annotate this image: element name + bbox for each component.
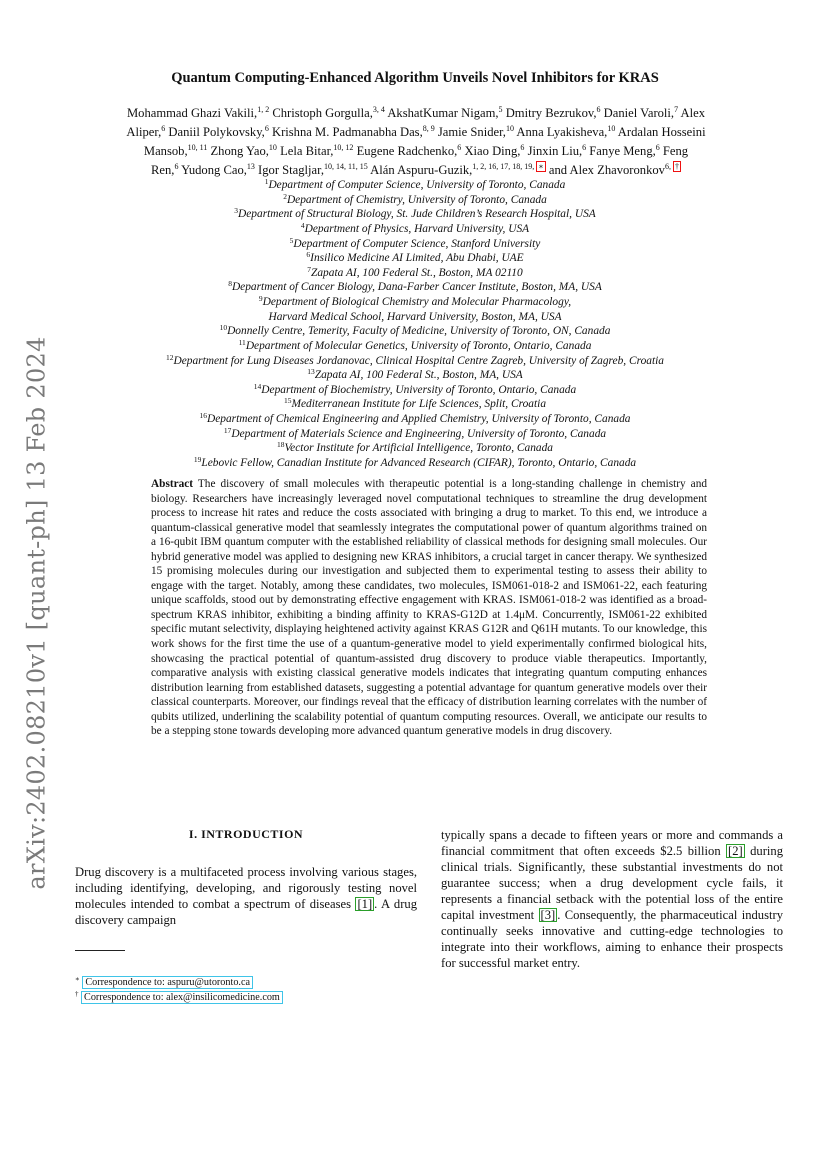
author-affiliation-marks: 3, 4	[372, 105, 385, 114]
author-name: Christoph Gorgulla,	[269, 106, 373, 120]
author-name: Krishna M. Padmanabha Das,	[268, 125, 423, 139]
affiliation-number: 2	[283, 191, 287, 201]
affiliation-text: Vector Institute for Artificial Intelligence, Toronto, Canada	[284, 442, 553, 455]
author-line	[74, 142, 758, 161]
author-name: Mohammad Ghazi Vakili,	[126, 106, 258, 120]
affiliation-item	[90, 354, 740, 369]
affiliation-number: 3	[234, 206, 239, 216]
affiliation-text: Department of Computer Science, Stanford University	[293, 237, 541, 250]
intro-right-text-1: typically spans a decade to fifteen years or more and commands a financial commitment that often exceeds $2.5 billion	[441, 828, 783, 858]
author-affiliation-marks: 10, 14, 11, 15	[323, 162, 368, 171]
affiliation-item	[90, 251, 740, 266]
affiliation-item	[90, 178, 740, 193]
author-affiliation-marks: 6	[582, 143, 587, 152]
author-affiliation-marks: 6	[174, 162, 179, 171]
affiliation-text: Lebovic Fellow, Canadian Institute for Advanced Research (CIFAR), Toronto, Ontario, Canada	[201, 456, 637, 469]
footnotes	[75, 975, 417, 1005]
affiliation-item	[90, 368, 740, 383]
author-name: Alex	[678, 106, 706, 120]
intro-left-text: Drug discovery is a multifaceted process involving various stages, including identifying, developing, and rigorously testing novel molecules intended to combat a spectrum of diseases	[75, 865, 417, 911]
affiliation-text: Department of Physics, Harvard University, USA	[304, 222, 530, 235]
affiliation-item	[90, 310, 740, 325]
affiliation-text: Department of Biological Chemistry and Molecular Pharmacology,	[262, 296, 572, 308]
author-name: Igor Stagljar,	[254, 163, 324, 177]
intro-right-column	[441, 827, 783, 971]
affiliation-item	[90, 266, 740, 281]
affiliation-text: Department of Cancer Biology, Dana-Farber Cancer Institute, Boston, MA, USA	[231, 281, 602, 294]
footnote-rule	[75, 950, 125, 951]
affiliation-number: 15	[283, 396, 292, 406]
author-name: Aliper,	[126, 125, 162, 139]
affiliation-item	[90, 456, 740, 471]
affiliation-number: 8	[228, 279, 232, 289]
citation-link[interactable]: [1]	[357, 897, 373, 911]
footnote	[75, 990, 417, 1005]
author-name: Dmitry Bezrukov,	[502, 106, 597, 120]
author-affiliation-marks: 8, 9	[422, 124, 435, 133]
affiliation-number: 5	[289, 235, 294, 245]
author-affiliation-marks: 10, 12	[333, 143, 354, 152]
intro-left-text-tail: . A drug discovery campaign	[75, 897, 417, 927]
affiliation-text: Department of Molecular Genetics, University of Toronto, Ontario, Canada	[245, 339, 592, 352]
affiliation-number: 17	[223, 425, 232, 435]
intro-left-column	[75, 864, 417, 928]
author-name: Jinxin Liu,	[524, 144, 583, 158]
author-name: Ardalan Hosseini	[615, 125, 706, 139]
affiliation-text: Department of Computer Science, University of Toronto, Canada	[268, 179, 566, 191]
affiliation-item	[90, 441, 740, 456]
author-affiliation-marks: 6	[264, 124, 269, 133]
author-name: Zhong Yao,	[207, 144, 269, 158]
affiliation-list	[90, 178, 740, 471]
affiliation-text: Department of Chemistry, University of Toronto, Canada	[286, 193, 547, 206]
footnote-mark: †	[75, 990, 79, 998]
author-affiliation-marks: 10	[607, 124, 616, 133]
abstract-label: Abstract	[151, 478, 194, 490]
email-link[interactable]: Correspondence to: aspuru@utoronto.ca	[82, 976, 253, 989]
author-name: Jamie Snider,	[434, 125, 506, 139]
intro-right-text-3: . Consequently, the pharmaceutical industry continually seeks innovative and cutting-edge technologies to integrate into their workflows, aiming to enhance their prospects for successful market entry.	[441, 908, 783, 970]
affiliation-item	[90, 222, 740, 237]
author-name: Mansob,	[143, 144, 188, 158]
author-affiliation-marks: 6	[596, 105, 601, 114]
footnote-mark: ∗	[75, 975, 80, 983]
footnote	[75, 975, 417, 990]
affiliation-number: 14	[253, 381, 262, 391]
arxiv-identifier-text: arXiv:2402.08210v1 [quant-ph] 13 Feb 2024	[23, 336, 52, 890]
author-affiliation-marks: 13	[246, 162, 255, 171]
author-list	[74, 104, 758, 180]
author-name: Anna Lyakisheva,	[513, 125, 608, 139]
author-name: Xiao Ding,	[461, 144, 521, 158]
email-link[interactable]: Correspondence to: alex@insilicomedicine.com	[81, 991, 283, 1004]
affiliation-text: Department of Materials Science and Engineering, University of Toronto, Canada	[231, 427, 607, 440]
author-affiliation-marks: 10, 11	[187, 143, 208, 152]
intro-right-text-2: during clinical trials. Significantly, these substantial investments do not guarantee success; when a drug development cycle fails, it represents a financial setback with the potential loss of the entire capital investment	[441, 844, 783, 922]
affiliation-item	[90, 397, 740, 412]
section-heading-introduction: I. INTRODUCTION	[188, 827, 304, 841]
author-affiliation-marks: 5	[498, 105, 503, 114]
author-affiliation-marks: 6	[161, 124, 166, 133]
affiliation-text: Department of Structural Biology, St. Jude Children’s Research Hospital, USA	[238, 208, 596, 221]
author-affiliation-marks: 1, 2, 16, 17, 18, 19, ∗	[472, 162, 544, 171]
affiliation-item	[90, 339, 740, 354]
affiliation-item	[90, 295, 740, 310]
affiliation-text: Zapata AI, 100 Federal St., Boston, MA 02110	[311, 266, 523, 279]
affiliation-item	[90, 383, 740, 398]
affiliation-number: 1	[264, 177, 269, 186]
author-affiliation-marks: 10	[505, 124, 514, 133]
author-name: and Alex Zhavoronkov	[545, 163, 665, 177]
affiliation-number: 16	[199, 411, 207, 420]
affiliation-text: Mediterranean Institute for Life Sciences, Split, Croatia	[291, 398, 547, 411]
author-line	[74, 104, 758, 123]
affiliation-item	[90, 280, 740, 295]
author-name: Eugene Radchenko,	[353, 144, 458, 158]
affiliation-number: 7	[307, 264, 312, 274]
affiliation-number: 13	[307, 367, 315, 377]
affiliation-number: 10	[219, 323, 228, 333]
affiliation-item	[90, 193, 740, 208]
author-affiliation-marks: 7	[674, 105, 679, 114]
affiliation-item	[90, 324, 740, 339]
affiliation-number: 11	[238, 337, 246, 347]
affiliation-text: Zapata AI, 100 Federal St., Boston, MA, USA	[314, 369, 523, 382]
abstract	[151, 477, 707, 739]
author-name: Fanye Meng,	[586, 144, 656, 158]
affiliation-number: 9	[258, 294, 263, 303]
citation-link[interactable]: [2]	[728, 844, 743, 858]
abstract-body: The discovery of small molecules with therapeutic potential is a long-standing challenge in chemistry and biology. Researchers have increasingly leveraged novel computational techniques to streamline the drug development process to increase hit rates and reduce the costs associated with bringing a drug to market. To this end, we introduce a quantum-classical generative model that seamlessly integrates the computational power of quantum algorithms trained on a 16-qubit IBM quantum computer with the established reliability of classical methods for designing small molecules. Our hybrid generative model was applied to designing new KRAS inhibitors, a crucial target in cancer therapy. We synthesized 15 promising molecules during our investigation and subjected them to experimental testing to assess their ability to engage with the target. Notably, among these candidates, two molecules, ISM061-018-2 and ISM061-22, each featuring unique scaffolds, stood out by demonstrating effective engagement with KRAS. ISM061-018-2 was identified as a broad-spectrum KRAS inhibitor, exhibiting a binding affinity to KRAS-G12D at 1.4μM. Concurrently, ISM061-22 exhibited specific mutant selectivity, displaying heightened activity against KRAS G12R and Q61H mutants. To our knowledge, this work shows for the first time the use of a quantum-generative model to yield experimentally confirmed biological hits, showcasing the practical potential of quantum-assisted drug discovery to produce viable therapeutics. Importantly, comparative analysis with existing classical generative models indicates that integrating quantum computing enhances distribution learning from established datasets, suggesting a potential advantage for quantum generative models over their classical counterparts. Moreover, our findings reveal that the efficacy of distribution learning correlates with the number of qubits utilized, underlining the scalability potential of quantum computing resources. Overall, we anticipate our results to be a stepping stone towards developing more advanced quantum generative models in drug discovery.	[151, 478, 707, 738]
affiliation-text: Harvard Medical School, Harvard University, Boston, MA, USA	[268, 310, 562, 323]
author-name: Lela Bitar,	[276, 144, 334, 158]
affiliation-item	[90, 427, 740, 442]
author-name: Daniel Varoli,	[600, 106, 675, 120]
author-name: Feng	[659, 144, 689, 158]
affiliation-item	[90, 207, 740, 222]
affiliation-text: Department of Chemical Engineering and Applied Chemistry, University of Toronto, Canada	[206, 413, 631, 425]
affiliation-item	[90, 412, 740, 427]
affiliation-number: 4	[300, 220, 305, 230]
affiliation-text: Department of Biochemistry, University of Toronto, Ontario, Canada	[261, 383, 577, 396]
author-name: Daniil Polykovsky,	[165, 125, 265, 139]
author-line	[74, 123, 758, 142]
author-affiliation-marks: 6, †	[664, 162, 679, 171]
citation-link[interactable]: [3]	[540, 908, 556, 922]
affiliation-text: Department for Lung Diseases Jordanovac, Clinical Hospital Centre Zagreb, University of Zagreb, Croatia	[173, 354, 664, 367]
affiliation-text: Donnelly Centre, Temerity, Faculty of Medicine, University of Toronto, ON, Canada	[227, 325, 611, 338]
affiliation-text: Insilico Medicine AI Limited, Abu Dhabi, UAE	[310, 252, 524, 265]
arxiv-identifier-stamp[interactable]	[16, 336, 58, 890]
affiliation-number: 6	[306, 250, 311, 260]
author-name: Yudong Cao,	[178, 163, 247, 177]
author-name: Alán Aspuru-Guzik,	[367, 163, 473, 177]
affiliation-number: 12	[165, 352, 174, 362]
author-affiliation-marks: 6	[655, 143, 660, 152]
paper-title: Quantum Computing-Enhanced Algorithm Unveils Novel Inhibitors for KRAS	[171, 70, 659, 86]
affiliation-number: 19	[193, 454, 202, 464]
author-name: Ren,	[151, 163, 175, 177]
author-affiliation-marks: 6	[457, 143, 462, 152]
author-affiliation-marks: 1, 2	[257, 105, 270, 114]
affiliation-number: 18	[276, 440, 285, 450]
author-name: AkshatKumar Nigam,	[384, 106, 499, 120]
author-affiliation-marks: 10	[268, 143, 277, 152]
affiliation-item	[90, 237, 740, 252]
author-affiliation-marks: 6	[520, 143, 525, 152]
